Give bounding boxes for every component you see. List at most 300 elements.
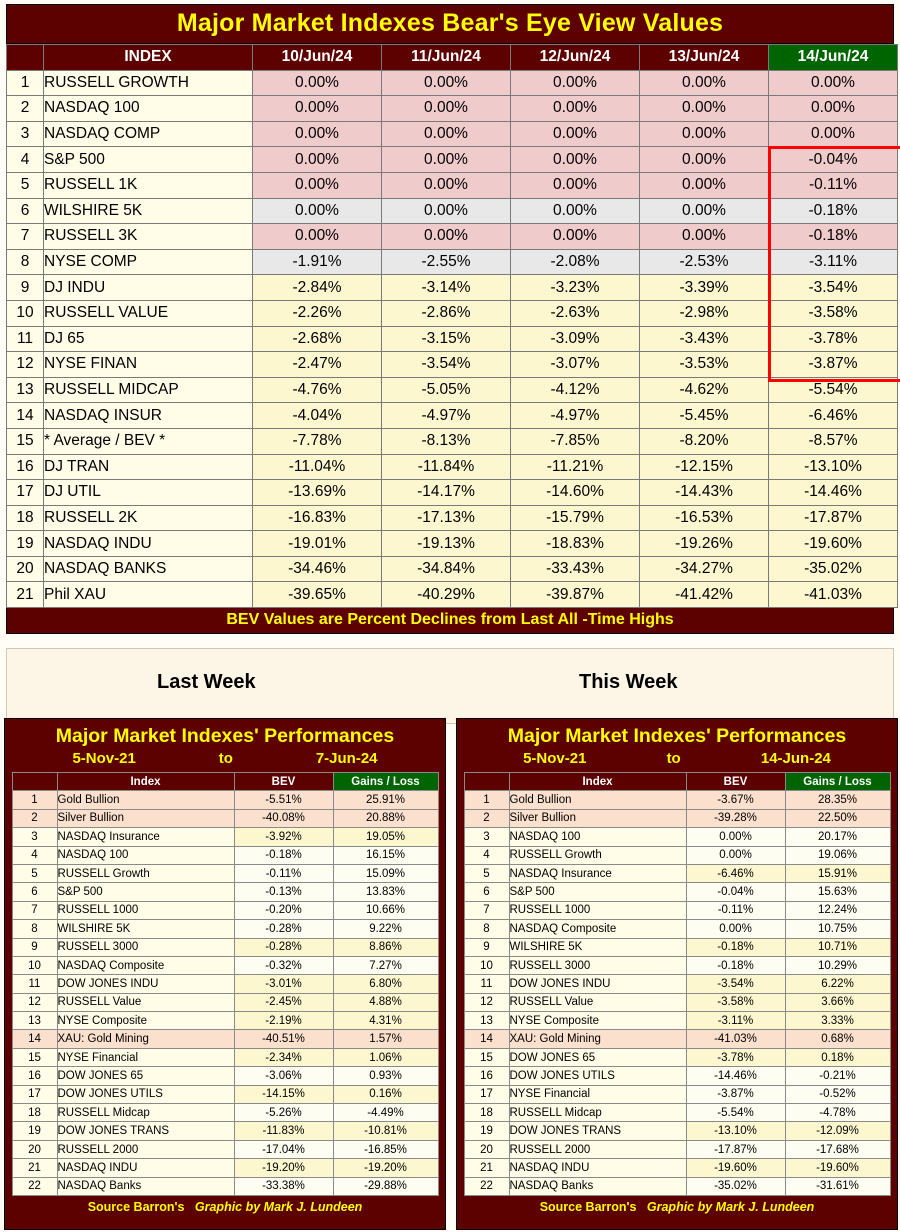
bev-value: -3.67% xyxy=(686,791,785,809)
bev-value: 0.00% xyxy=(769,121,898,147)
table-row xyxy=(7,454,898,480)
performance-table-right xyxy=(464,772,891,1196)
table-row xyxy=(7,275,898,301)
bev-value: -3.39% xyxy=(640,275,769,301)
bev-value: -2.86% xyxy=(382,300,511,326)
source-text-left: Source Barron's xyxy=(87,1199,185,1214)
index-name: RUSSELL 3K xyxy=(44,224,253,250)
index-name: DOW JONES TRANS xyxy=(509,1122,686,1140)
gain-loss-value: 20.17% xyxy=(785,828,890,846)
index-name: DOW JONES UTILS xyxy=(57,1085,234,1103)
row-number: 12 xyxy=(464,993,509,1011)
table-row xyxy=(12,1048,438,1066)
gain-loss-value: 3.66% xyxy=(785,993,890,1011)
gain-loss-value: 19.06% xyxy=(785,846,890,864)
gain-loss-value: 3.33% xyxy=(785,1012,890,1030)
row-number: 16 xyxy=(12,1067,57,1085)
index-name: DOW JONES 65 xyxy=(509,1048,686,1066)
row-number: 15 xyxy=(12,1048,57,1066)
bev-value: 0.00% xyxy=(769,96,898,122)
bev-title: Major Market Indexes Bear's Eye View Values xyxy=(6,4,894,44)
bev-value: -1.91% xyxy=(253,249,382,275)
index-name: RUSSELL 3000 xyxy=(509,956,686,974)
table-row xyxy=(7,352,898,378)
bev-value: -3.53% xyxy=(640,352,769,378)
gain-loss-value: 25.91% xyxy=(333,791,438,809)
index-name: RUSSELL 1000 xyxy=(509,901,686,919)
index-name: RUSSELL Value xyxy=(509,993,686,1011)
index-name: NASDAQ COMP xyxy=(44,121,253,147)
bev-table xyxy=(6,44,898,608)
bev-value: -33.38% xyxy=(234,1177,333,1195)
bev-value: -39.65% xyxy=(253,582,382,608)
table-row xyxy=(12,1159,438,1177)
gain-loss-value: -19.20% xyxy=(333,1159,438,1177)
table-row xyxy=(7,531,898,557)
perf-header-index-left: Index xyxy=(57,773,234,791)
gain-loss-value: 4.88% xyxy=(333,993,438,1011)
perf-header-gains-right: Gains / Loss xyxy=(785,773,890,791)
gain-loss-value: 0.16% xyxy=(333,1085,438,1103)
bev-value: -17.13% xyxy=(382,505,511,531)
index-name: DOW JONES INDU xyxy=(57,975,234,993)
bev-value: 0.00% xyxy=(382,198,511,224)
bev-value: -15.79% xyxy=(511,505,640,531)
gain-loss-value: 1.57% xyxy=(333,1030,438,1048)
bev-value: -40.29% xyxy=(382,582,511,608)
index-name: DJ TRAN xyxy=(44,454,253,480)
last-week-label: Last Week xyxy=(157,671,256,693)
bev-value: -3.01% xyxy=(234,975,333,993)
bev-value: -2.08% xyxy=(511,249,640,275)
bev-header-date-2: 11/Jun/24 xyxy=(382,45,511,71)
index-name: NYSE Composite xyxy=(57,1012,234,1030)
row-number: 10 xyxy=(7,300,44,326)
index-name: WILSHIRE 5K xyxy=(44,198,253,224)
bev-value: -0.28% xyxy=(234,920,333,938)
bev-value: -11.21% xyxy=(511,454,640,480)
table-row xyxy=(7,505,898,531)
credit-text-right: Graphic by Mark J. Lundeen xyxy=(646,1199,815,1214)
performance-panel-this-week xyxy=(456,718,898,1230)
bev-value: -41.03% xyxy=(769,582,898,608)
bev-value: -12.15% xyxy=(640,454,769,480)
index-name: RUSSELL GROWTH xyxy=(44,70,253,96)
gain-loss-value: 15.63% xyxy=(785,883,890,901)
table-row xyxy=(12,791,438,809)
bev-value: -19.60% xyxy=(769,531,898,557)
index-name: NASDAQ INDU xyxy=(57,1159,234,1177)
bev-value: -2.45% xyxy=(234,993,333,1011)
row-number: 18 xyxy=(7,505,44,531)
bev-value: -14.15% xyxy=(234,1085,333,1103)
bev-value: -35.02% xyxy=(686,1177,785,1195)
row-number: 11 xyxy=(464,975,509,993)
table-row xyxy=(464,864,890,882)
row-number: 6 xyxy=(464,883,509,901)
bev-value: 0.00% xyxy=(382,96,511,122)
gain-loss-value: 0.68% xyxy=(785,1030,890,1048)
performance-panel-last-week xyxy=(4,718,446,1230)
bev-value: 0.00% xyxy=(253,224,382,250)
row-number: 21 xyxy=(464,1159,509,1177)
bev-value: -0.20% xyxy=(234,901,333,919)
bev-value: -17.87% xyxy=(686,1140,785,1158)
bev-value: 0.00% xyxy=(640,172,769,198)
row-number: 4 xyxy=(7,147,44,173)
gain-loss-value: 9.22% xyxy=(333,920,438,938)
gain-loss-value: -0.21% xyxy=(785,1067,890,1085)
bev-footer-note: BEV Values are Percent Declines from Last All -Time Highs xyxy=(6,608,894,634)
index-name: NASDAQ 100 xyxy=(57,846,234,864)
bev-value: -39.28% xyxy=(686,809,785,827)
bev-value: 0.00% xyxy=(640,121,769,147)
row-number: 20 xyxy=(464,1140,509,1158)
row-number: 14 xyxy=(12,1030,57,1048)
row-number: 5 xyxy=(464,864,509,882)
bev-value: -6.46% xyxy=(686,864,785,882)
bev-header-index: INDEX xyxy=(44,45,253,71)
bev-value: -0.18% xyxy=(769,198,898,224)
index-name: NASDAQ INDU xyxy=(509,1159,686,1177)
panel-source-left xyxy=(5,1196,445,1214)
bev-value: -0.11% xyxy=(234,864,333,882)
index-name: XAU: Gold Mining xyxy=(57,1030,234,1048)
index-name: DJ UTIL xyxy=(44,480,253,506)
table-row xyxy=(7,582,898,608)
row-number: 12 xyxy=(12,993,57,1011)
row-number: 16 xyxy=(464,1067,509,1085)
table-row xyxy=(12,1030,438,1048)
index-name: NASDAQ BANKS xyxy=(44,556,253,582)
row-number: 21 xyxy=(12,1159,57,1177)
bev-value: -3.92% xyxy=(234,828,333,846)
bev-value: -41.03% xyxy=(686,1030,785,1048)
gain-loss-value: 0.18% xyxy=(785,1048,890,1066)
perf-header-row-right xyxy=(464,773,890,791)
row-number: 8 xyxy=(7,249,44,275)
bev-value: -19.13% xyxy=(382,531,511,557)
bev-value: -3.14% xyxy=(382,275,511,301)
table-row xyxy=(12,993,438,1011)
gain-loss-value: 6.80% xyxy=(333,975,438,993)
bev-value: -5.51% xyxy=(234,791,333,809)
table-row xyxy=(464,1085,890,1103)
gain-loss-value: 0.93% xyxy=(333,1067,438,1085)
table-row xyxy=(464,1012,890,1030)
bev-value: -18.83% xyxy=(511,531,640,557)
bev-value: -5.54% xyxy=(686,1104,785,1122)
bev-value: -13.10% xyxy=(686,1122,785,1140)
perf-header-bev-left: BEV xyxy=(234,773,333,791)
bev-value: -0.28% xyxy=(234,938,333,956)
gain-loss-value: 13.83% xyxy=(333,883,438,901)
performance-table-left xyxy=(12,772,439,1196)
gain-loss-value: 15.91% xyxy=(785,864,890,882)
table-row xyxy=(12,846,438,864)
bev-value: -11.83% xyxy=(234,1122,333,1140)
row-number: 1 xyxy=(12,791,57,809)
gain-loss-value: 19.05% xyxy=(333,828,438,846)
gain-loss-value: 10.66% xyxy=(333,901,438,919)
bev-value: -3.78% xyxy=(686,1048,785,1066)
table-row xyxy=(12,883,438,901)
bev-value: -35.02% xyxy=(769,556,898,582)
row-number: 17 xyxy=(7,480,44,506)
index-name: S&P 500 xyxy=(44,147,253,173)
index-name: NYSE FINAN xyxy=(44,352,253,378)
bev-value: -2.47% xyxy=(253,352,382,378)
row-number: 13 xyxy=(7,377,44,403)
table-row xyxy=(7,403,898,429)
table-row xyxy=(7,326,898,352)
index-name: Gold Bullion xyxy=(509,791,686,809)
bev-header-row xyxy=(7,45,898,71)
bev-value: 0.00% xyxy=(253,172,382,198)
bev-value: -3.87% xyxy=(769,352,898,378)
row-number: 22 xyxy=(12,1177,57,1195)
bev-value: -6.46% xyxy=(769,403,898,429)
bev-header-date-3: 12/Jun/24 xyxy=(511,45,640,71)
bev-value: 0.00% xyxy=(686,828,785,846)
panel-right-from: 5-Nov-21 xyxy=(523,750,587,767)
bev-value: -16.53% xyxy=(640,505,769,531)
bev-value: -34.84% xyxy=(382,556,511,582)
panel-daterange-left xyxy=(5,748,445,772)
table-row xyxy=(464,1104,890,1122)
gain-loss-value: -31.61% xyxy=(785,1177,890,1195)
bev-value: 0.00% xyxy=(640,198,769,224)
row-number: 7 xyxy=(12,901,57,919)
table-row xyxy=(7,480,898,506)
table-row xyxy=(12,1122,438,1140)
index-name: NASDAQ Insurance xyxy=(57,828,234,846)
index-name: S&P 500 xyxy=(509,883,686,901)
source-text-right: Source Barron's xyxy=(539,1199,637,1214)
index-name: DOW JONES 65 xyxy=(57,1067,234,1085)
bev-value: -3.23% xyxy=(511,275,640,301)
index-name: Silver Bullion xyxy=(509,809,686,827)
table-row xyxy=(7,300,898,326)
row-number: 15 xyxy=(7,428,44,454)
row-number: 18 xyxy=(464,1104,509,1122)
gain-loss-value: 1.06% xyxy=(333,1048,438,1066)
bev-value: -39.87% xyxy=(511,582,640,608)
index-name: RUSSELL Midcap xyxy=(57,1104,234,1122)
table-row xyxy=(464,1159,890,1177)
gain-loss-value: 10.71% xyxy=(785,938,890,956)
bev-value: -3.54% xyxy=(382,352,511,378)
gain-loss-value: -10.81% xyxy=(333,1122,438,1140)
index-name: RUSSELL 1000 xyxy=(57,901,234,919)
table-row xyxy=(12,975,438,993)
bev-value: -34.46% xyxy=(253,556,382,582)
bev-value: -40.08% xyxy=(234,809,333,827)
row-number: 21 xyxy=(7,582,44,608)
row-number: 5 xyxy=(12,864,57,882)
bev-value: -4.76% xyxy=(253,377,382,403)
table-row xyxy=(12,938,438,956)
table-row xyxy=(12,828,438,846)
bev-value: 0.00% xyxy=(686,920,785,938)
panel-left-to-label: to xyxy=(218,750,233,767)
index-name: NYSE Financial xyxy=(509,1085,686,1103)
bev-value: 0.00% xyxy=(511,198,640,224)
bev-value: 0.00% xyxy=(769,70,898,96)
bev-value: -3.58% xyxy=(686,993,785,1011)
bev-value: -0.11% xyxy=(686,901,785,919)
perf-header-row-left xyxy=(12,773,438,791)
bev-value: -4.12% xyxy=(511,377,640,403)
row-number: 11 xyxy=(12,975,57,993)
bev-value: -19.26% xyxy=(640,531,769,557)
bev-value: -5.54% xyxy=(769,377,898,403)
index-name: Gold Bullion xyxy=(57,791,234,809)
panel-left-to: 7-Jun-24 xyxy=(315,750,378,767)
bev-value: -3.15% xyxy=(382,326,511,352)
index-name: DOW JONES TRANS xyxy=(57,1122,234,1140)
row-number: 10 xyxy=(464,956,509,974)
index-name: RUSSELL VALUE xyxy=(44,300,253,326)
gain-loss-value: -4.78% xyxy=(785,1104,890,1122)
bev-table-panel xyxy=(6,4,894,634)
row-number: 1 xyxy=(7,70,44,96)
panel-title-right: Major Market Indexes' Performances xyxy=(507,725,847,747)
gain-loss-value: -19.60% xyxy=(785,1159,890,1177)
bev-value: 0.00% xyxy=(511,172,640,198)
table-row xyxy=(12,901,438,919)
bev-value: 0.00% xyxy=(253,121,382,147)
index-name: RUSSELL 3000 xyxy=(57,938,234,956)
bev-value: -14.17% xyxy=(382,480,511,506)
bev-value: -2.68% xyxy=(253,326,382,352)
table-row xyxy=(7,121,898,147)
table-row xyxy=(7,70,898,96)
table-row xyxy=(464,791,890,809)
index-name: NYSE COMP xyxy=(44,249,253,275)
bev-value: -0.32% xyxy=(234,956,333,974)
gain-loss-value: 22.50% xyxy=(785,809,890,827)
bev-value: -0.13% xyxy=(234,883,333,901)
index-name: NASDAQ INDU xyxy=(44,531,253,557)
gain-loss-value: -17.68% xyxy=(785,1140,890,1158)
bev-value: -8.13% xyxy=(382,428,511,454)
bev-value: -14.60% xyxy=(511,480,640,506)
row-number: 20 xyxy=(7,556,44,582)
bev-value: 0.00% xyxy=(511,147,640,173)
row-number: 9 xyxy=(12,938,57,956)
table-row xyxy=(12,864,438,882)
index-name: RUSSELL 2K xyxy=(44,505,253,531)
bev-value: -4.97% xyxy=(511,403,640,429)
table-row xyxy=(12,809,438,827)
bev-value: -14.46% xyxy=(686,1067,785,1085)
table-row xyxy=(12,1140,438,1158)
row-number: 19 xyxy=(12,1122,57,1140)
table-row xyxy=(464,901,890,919)
row-number: 13 xyxy=(464,1012,509,1030)
row-number: 9 xyxy=(7,275,44,301)
bev-value: 0.00% xyxy=(382,172,511,198)
panel-title-left: Major Market Indexes' Performances xyxy=(55,725,395,747)
bev-value: -13.69% xyxy=(253,480,382,506)
bev-value: -3.78% xyxy=(769,326,898,352)
bev-value: -0.11% xyxy=(769,172,898,198)
table-row xyxy=(464,920,890,938)
bev-value: -0.18% xyxy=(234,846,333,864)
bev-header-date-4: 13/Jun/24 xyxy=(640,45,769,71)
row-number: 8 xyxy=(464,920,509,938)
row-number: 1 xyxy=(464,791,509,809)
table-row xyxy=(464,975,890,993)
index-name: NASDAQ INSUR xyxy=(44,403,253,429)
bev-value: -14.43% xyxy=(640,480,769,506)
table-row xyxy=(12,1012,438,1030)
bev-value: 0.00% xyxy=(511,70,640,96)
panel-source-right xyxy=(457,1196,897,1214)
credit-text-left: Graphic by Mark J. Lundeen xyxy=(194,1199,363,1214)
row-number: 6 xyxy=(7,198,44,224)
row-number: 17 xyxy=(12,1085,57,1103)
bev-value: 0.00% xyxy=(640,224,769,250)
index-name: NASDAQ Insurance xyxy=(509,864,686,882)
gain-loss-value: 6.22% xyxy=(785,975,890,993)
row-number: 3 xyxy=(7,121,44,147)
row-number: 15 xyxy=(464,1048,509,1066)
table-row xyxy=(464,993,890,1011)
index-name: WILSHIRE 5K xyxy=(57,920,234,938)
table-row xyxy=(464,846,890,864)
table-row xyxy=(464,1030,890,1048)
bev-value: -3.11% xyxy=(769,249,898,275)
row-number: 16 xyxy=(7,454,44,480)
gain-loss-value: 15.09% xyxy=(333,864,438,882)
index-name: NASDAQ Composite xyxy=(509,920,686,938)
row-number: 9 xyxy=(464,938,509,956)
table-row xyxy=(464,809,890,827)
row-number: 10 xyxy=(12,956,57,974)
row-number: 14 xyxy=(7,403,44,429)
index-name: NASDAQ Composite xyxy=(57,956,234,974)
bev-value: 0.00% xyxy=(511,224,640,250)
bev-value: 0.00% xyxy=(253,70,382,96)
bev-value: -0.18% xyxy=(686,938,785,956)
bev-value: -19.01% xyxy=(253,531,382,557)
perf-header-index-right: Index xyxy=(509,773,686,791)
row-number: 22 xyxy=(464,1177,509,1195)
row-number: 7 xyxy=(464,901,509,919)
perf-header-gains-left: Gains / Loss xyxy=(333,773,438,791)
bev-value: -2.84% xyxy=(253,275,382,301)
row-number: 2 xyxy=(464,809,509,827)
gain-loss-value: 28.35% xyxy=(785,791,890,809)
bev-value: -2.34% xyxy=(234,1048,333,1066)
bev-value: -0.04% xyxy=(769,147,898,173)
gain-loss-value: 10.29% xyxy=(785,956,890,974)
bev-value: 0.00% xyxy=(382,121,511,147)
table-row xyxy=(464,1067,890,1085)
bev-value: -13.10% xyxy=(769,454,898,480)
table-row xyxy=(464,938,890,956)
table-row xyxy=(464,1140,890,1158)
bev-value: -8.20% xyxy=(640,428,769,454)
row-number: 19 xyxy=(464,1122,509,1140)
bev-value: -4.97% xyxy=(382,403,511,429)
gain-loss-value: 20.88% xyxy=(333,809,438,827)
table-row xyxy=(7,224,898,250)
bev-value: -2.63% xyxy=(511,300,640,326)
gain-loss-value: 8.86% xyxy=(333,938,438,956)
